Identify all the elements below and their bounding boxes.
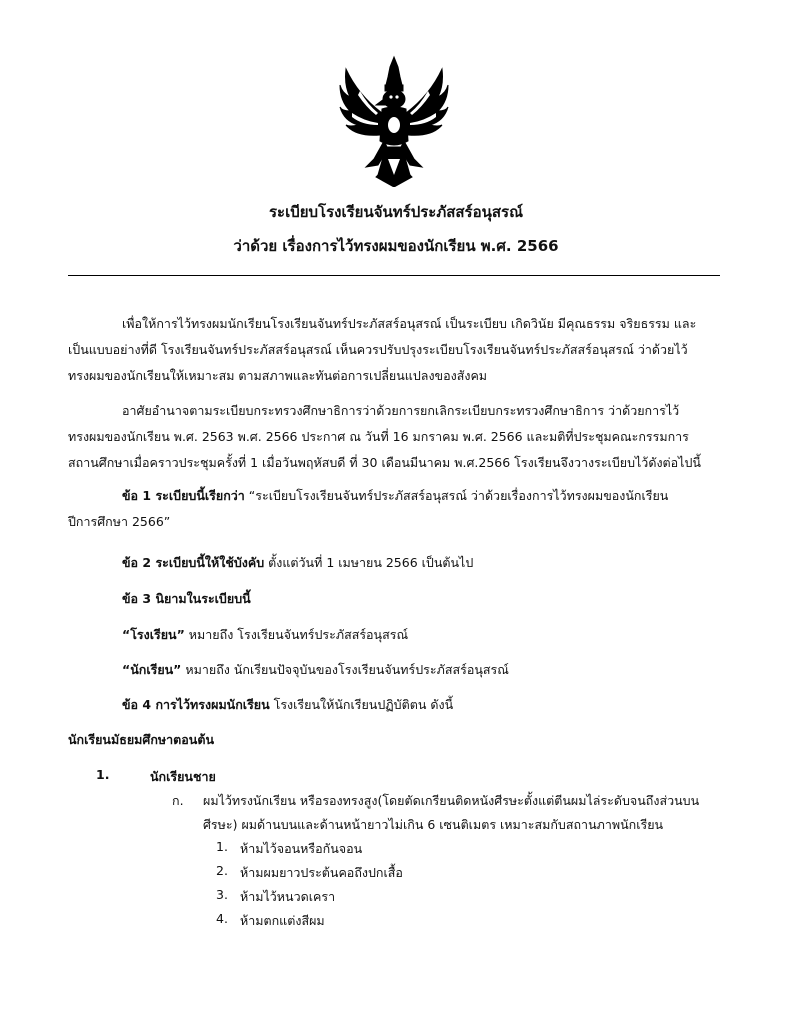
clause-4-heading: ข้อ 4 การไว้ทรงผมนักเรียน bbox=[122, 697, 270, 712]
rule-item: ห้ามไว้จอนหรือกันจอน bbox=[240, 841, 363, 856]
garuda-emblem-icon bbox=[338, 55, 450, 187]
rule-number: 4. bbox=[216, 911, 228, 926]
clause-2-heading: ข้อ 2 ระเบียบนี้ให้ใช้บังคับ bbox=[122, 555, 265, 570]
section-heading: นักเรียนมัธยมศึกษาตอนต้น bbox=[68, 732, 214, 747]
title-divider bbox=[68, 275, 720, 276]
sub-item-line: ผมไว้ทรงนักเรียน หรือรองทรงสูง(โดยตัดเกรียนติดหนังศีรษะตั้งแต่ตีนผมไล่ระดับจนถึงส่วนบน bbox=[203, 793, 700, 808]
preamble-paragraph bbox=[68, 311, 720, 389]
clause-2 bbox=[122, 553, 473, 573]
authority-line: ทรงผมของนักเรียน พ.ศ. 2563 พ.ศ. 2566 ประกาศ ณ วันที่ 16 มกราคม พ.ศ. 2566 และมติที่ประชุมคณะกรรมการ bbox=[68, 429, 689, 444]
clause-1-text: “ระเบียบโรงเรียนจันทร์ประภัสสร์อนุสรณ์ ว่าด้วยเรื่องการไว้ทรงผมของนักเรียน bbox=[244, 488, 669, 503]
sub-item-line: ศีรษะ) ผมด้านบนและด้านหน้ายาวไม่เกิน 6 เซนติเมตร เหมาะสมกับสถานภาพนักเรียน bbox=[203, 817, 664, 832]
document-subtitle: ว่าด้วย เรื่องการไว้ทรงผมของนักเรียน พ.ศ. 2566 bbox=[233, 237, 559, 255]
clause-4-text: โรงเรียนให้นักเรียนปฏิบัติตน ดังนี้ bbox=[269, 697, 454, 712]
clause-3-heading: ข้อ 3 นิยามในระเบียบนี้ bbox=[122, 591, 251, 606]
definition-student bbox=[122, 660, 509, 680]
clause-1 bbox=[122, 486, 668, 506]
clause-1-continuation: ปีการศึกษา 2566” bbox=[68, 514, 171, 529]
sub-item-marker: ก. bbox=[172, 793, 184, 808]
rule-item: ห้ามตกแต่งสีผม bbox=[240, 913, 325, 928]
clause-4 bbox=[122, 695, 453, 715]
rule-item: ห้ามผมยาวประต้นคอถึงปกเสื้อ bbox=[240, 865, 403, 880]
boys-heading: นักเรียนชาย bbox=[150, 769, 216, 784]
clause-1-heading: ข้อ 1 ระเบียบนี้เรียกว่า bbox=[122, 488, 245, 503]
preamble-line: เป็นแบบอย่างที่ดี โรงเรียนจันทร์ประภัสสร์อนุสรณ์ เห็นควรปรับปรุงระเบียบโรงเรียนจันทร์ประภัสสร์อนุสรณ์ ว่าด้วยไว้ bbox=[68, 342, 688, 357]
clause-2-text: ตั้งแต่วันที่ 1 เมษายน 2566 เป็นต้นไป bbox=[264, 555, 474, 570]
list-number: 1. bbox=[96, 767, 110, 782]
rule-number: 3. bbox=[216, 887, 228, 902]
definition-term: “โรงเรียน” bbox=[122, 627, 185, 642]
preamble-line: ทรงผมของนักเรียนให้เหมาะสม ตามสภาพและทันต่อการเปลี่ยนแปลงของสังคม bbox=[68, 368, 488, 383]
definition-term: “นักเรียน” bbox=[122, 662, 182, 677]
authority-paragraph bbox=[68, 398, 720, 476]
definition-text: หมายถึง โรงเรียนจันทร์ประภัสสร์อนุสรณ์ bbox=[184, 627, 409, 642]
authority-line: อาศัยอำนาจตามระเบียบกระทรวงศึกษาธิการว่าด้วยการยกเลิกระเบียบกระทรวงศึกษาธิการ ว่าด้วยการไว้ bbox=[122, 403, 680, 418]
document-title: ระเบียบโรงเรียนจันทร์ประภัสสร์อนุสรณ์ bbox=[268, 203, 523, 221]
definition-school bbox=[122, 625, 408, 645]
rule-item: ห้ามไว้หนวดเครา bbox=[240, 889, 336, 904]
authority-line: สถานศึกษาเมื่อคราวประชุมครั้งที่ 1 เมื่อวันพฤหัสบดี ที่ 30 เดือนมีนาคม พ.ศ.2566 โรงเรียนจึงวางระเบียบไว้ดังต่อไปนี้ bbox=[68, 455, 701, 470]
rule-number: 1. bbox=[216, 839, 228, 854]
definition-text: หมายถึง นักเรียนปัจจุบันของโรงเรียนจันทร์ประภัสสร์อนุสรณ์ bbox=[181, 662, 509, 677]
rule-number: 2. bbox=[216, 863, 228, 878]
preamble-line: เพื่อให้การไว้ทรงผมนักเรียนโรงเรียนจันทร์ประภัสสร์อนุสรณ์ เป็นระเบียบ เกิดวินัย มีคุณธรรม จริยธรรม และ bbox=[122, 316, 697, 331]
